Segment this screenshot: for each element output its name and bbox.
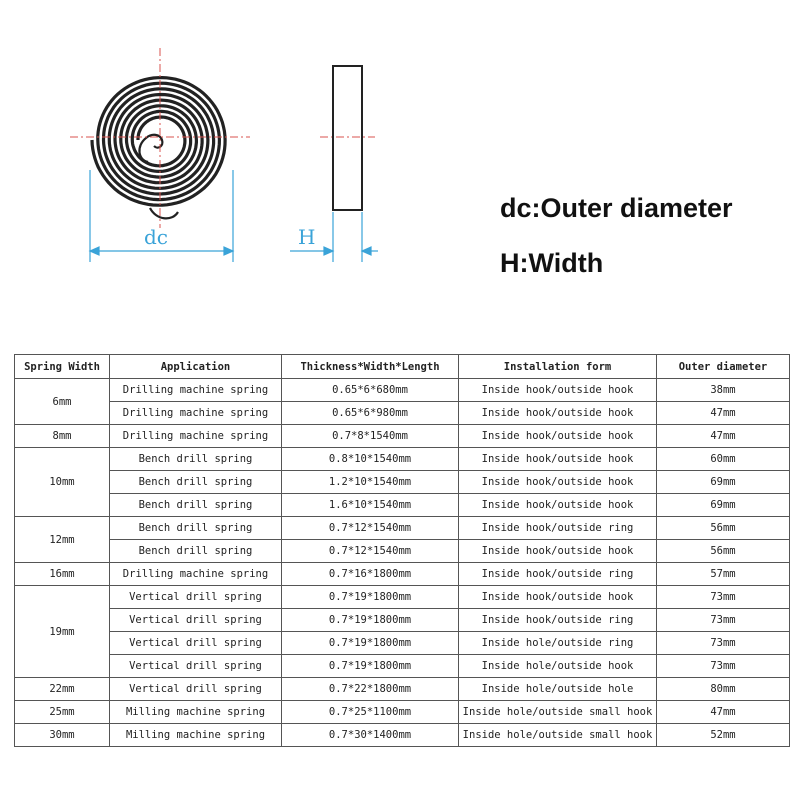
outer-diameter-cell: 73mm	[657, 632, 790, 655]
installation-form-cell: Inside hook/outside ring	[459, 563, 657, 586]
spring-width-cell: 8mm	[15, 425, 110, 448]
dimensions-cell: 0.7*16*1800mm	[282, 563, 459, 586]
header-dimensions: Thickness*Width*Length	[282, 355, 459, 379]
outer-diameter-cell: 69mm	[657, 471, 790, 494]
outer-diameter-cell: 69mm	[657, 494, 790, 517]
dc-dimension-label: dc	[144, 225, 169, 249]
application-cell: Drilling machine spring	[110, 425, 282, 448]
outer-diameter-cell: 47mm	[657, 701, 790, 724]
table-row	[15, 379, 790, 402]
outer-diameter-cell: 80mm	[657, 678, 790, 701]
spring-width-cell: 19mm	[15, 586, 110, 678]
application-cell: Drilling machine spring	[110, 379, 282, 402]
dimensions-cell: 0.8*10*1540mm	[282, 448, 459, 471]
dimensions-cell: 0.7*22*1800mm	[282, 678, 459, 701]
outer-diameter-cell: 73mm	[657, 655, 790, 678]
spring-width-cell: 30mm	[15, 724, 110, 747]
dimensions-cell: 0.65*6*980mm	[282, 402, 459, 425]
table-row	[15, 448, 790, 471]
installation-form-cell: Inside hook/outside ring	[459, 517, 657, 540]
installation-form-cell: Inside hook/outside hook	[459, 540, 657, 563]
dimensions-cell: 0.7*25*1100mm	[282, 701, 459, 724]
application-cell: Vertical drill spring	[110, 655, 282, 678]
application-cell: Vertical drill spring	[110, 678, 282, 701]
application-cell: Bench drill spring	[110, 540, 282, 563]
dimensions-cell: 0.7*30*1400mm	[282, 724, 459, 747]
dimensions-cell: 0.7*8*1540mm	[282, 425, 459, 448]
application-cell: Bench drill spring	[110, 471, 282, 494]
outer-diameter-cell: 73mm	[657, 586, 790, 609]
table-body	[15, 379, 790, 747]
installation-form-cell: Inside hole/outside ring	[459, 632, 657, 655]
installation-form-cell: Inside hook/outside ring	[459, 609, 657, 632]
installation-form-cell: Inside hook/outside hook	[459, 402, 657, 425]
dimensions-cell: 0.7*19*1800mm	[282, 609, 459, 632]
table-row	[15, 609, 790, 632]
table-row	[15, 494, 790, 517]
dimensions-cell: 0.7*12*1540mm	[282, 540, 459, 563]
spring-diagram	[0, 0, 800, 330]
installation-form-cell: Inside hole/outside small hook	[459, 724, 657, 747]
outer-diameter-cell: 73mm	[657, 609, 790, 632]
spring-width-cell: 10mm	[15, 448, 110, 517]
header-outer-diameter: Outer diameter	[657, 355, 790, 379]
outer-diameter-cell: 38mm	[657, 379, 790, 402]
outer-hook	[150, 208, 178, 218]
spring-width-cell: 16mm	[15, 563, 110, 586]
dimensions-cell: 0.7*19*1800mm	[282, 586, 459, 609]
dimensions-cell: 0.65*6*680mm	[282, 379, 459, 402]
table-row	[15, 563, 790, 586]
table-row	[15, 471, 790, 494]
application-cell: Vertical drill spring	[110, 632, 282, 655]
table-row	[15, 655, 790, 678]
h-dimension-label: H	[298, 225, 316, 249]
coil-spiral	[92, 78, 225, 206]
outer-diameter-cell: 60mm	[657, 448, 790, 471]
outer-diameter-cell: 47mm	[657, 425, 790, 448]
table-row	[15, 517, 790, 540]
dimensions-cell: 0.7*12*1540mm	[282, 517, 459, 540]
outer-diameter-cell: 52mm	[657, 724, 790, 747]
dimensions-cell: 1.6*10*1540mm	[282, 494, 459, 517]
coil-spring-drawing	[92, 78, 225, 219]
width-caption: H:Width	[500, 248, 604, 278]
table-row	[15, 586, 790, 609]
application-cell: Bench drill spring	[110, 517, 282, 540]
outer-diameter-cell: 56mm	[657, 540, 790, 563]
outer-diameter-cell: 57mm	[657, 563, 790, 586]
header-installation-form: Installation form	[459, 355, 657, 379]
application-cell: Bench drill spring	[110, 494, 282, 517]
installation-form-cell: Inside hook/outside hook	[459, 379, 657, 402]
outer-diameter-caption: dc:Outer diameter	[500, 193, 733, 223]
dimensions-cell: 0.7*19*1800mm	[282, 632, 459, 655]
table-row	[15, 402, 790, 425]
application-cell: Milling machine spring	[110, 724, 282, 747]
application-cell: Vertical drill spring	[110, 609, 282, 632]
table-row	[15, 724, 790, 747]
spring-spec-table	[14, 354, 790, 747]
spring-width-cell: 22mm	[15, 678, 110, 701]
installation-form-cell: Inside hole/outside small hook	[459, 701, 657, 724]
table-row	[15, 425, 790, 448]
installation-form-cell: Inside hook/outside hook	[459, 425, 657, 448]
application-cell: Vertical drill spring	[110, 586, 282, 609]
installation-form-cell: Inside hook/outside hook	[459, 471, 657, 494]
table-header-row	[15, 355, 790, 379]
spring-side-view	[333, 66, 362, 210]
table-row	[15, 632, 790, 655]
outer-diameter-cell: 47mm	[657, 402, 790, 425]
table-row	[15, 678, 790, 701]
application-cell: Drilling machine spring	[110, 563, 282, 586]
dimensions-cell: 0.7*19*1800mm	[282, 655, 459, 678]
spring-width-cell: 12mm	[15, 517, 110, 563]
dimensions-cell: 1.2*10*1540mm	[282, 471, 459, 494]
table-row	[15, 540, 790, 563]
table-row	[15, 701, 790, 724]
installation-form-cell: Inside hook/outside hook	[459, 494, 657, 517]
installation-form-cell: Inside hook/outside hook	[459, 586, 657, 609]
application-cell: Milling machine spring	[110, 701, 282, 724]
inner-hook	[139, 135, 162, 162]
application-cell: Bench drill spring	[110, 448, 282, 471]
spring-width-cell: 25mm	[15, 701, 110, 724]
spring-width-cell: 6mm	[15, 379, 110, 425]
installation-form-cell: Inside hook/outside hook	[459, 448, 657, 471]
outer-diameter-cell: 56mm	[657, 517, 790, 540]
application-cell: Drilling machine spring	[110, 402, 282, 425]
header-spring-width: Spring Width	[15, 355, 110, 379]
installation-form-cell: Inside hole/outside hook	[459, 655, 657, 678]
header-application: Application	[110, 355, 282, 379]
installation-form-cell: Inside hole/outside hole	[459, 678, 657, 701]
